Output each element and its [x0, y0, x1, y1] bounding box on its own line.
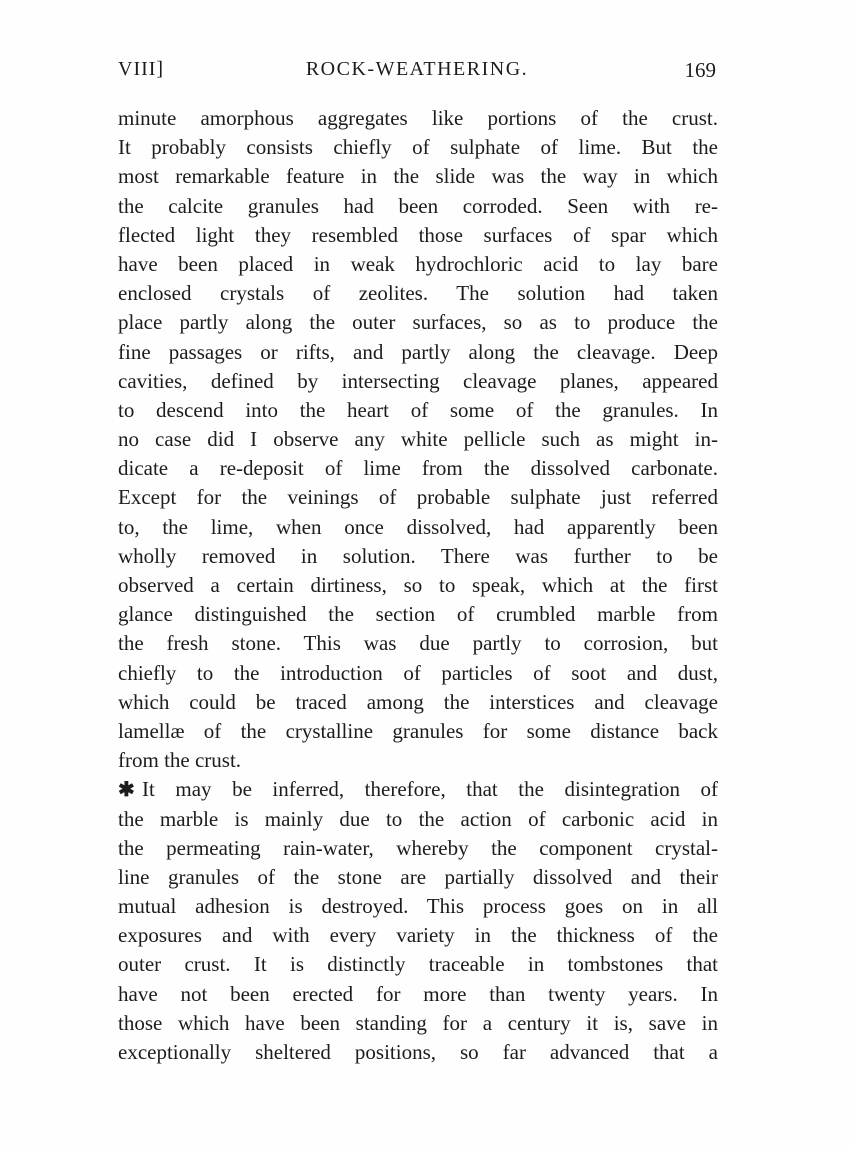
text-line: enclosed crystals of zeolites. The solution had taken — [118, 281, 718, 306]
text-line: the marble is mainly due to the action of carbonic acid in — [118, 806, 718, 831]
text-line: dicate a re-deposit of lime from the dissolved carbonate. — [118, 456, 718, 481]
text-line: exceptionally sheltered positions, so far advanced that a — [118, 1040, 718, 1064]
page-number: 169 — [684, 58, 716, 82]
asterisk-annotation-icon: ✱ — [118, 779, 135, 802]
text-line: fine passages or rifts, and partly along the cleavage. Deep — [118, 339, 718, 364]
text-line: the fresh stone. This was due partly to corrosion, but — [118, 631, 718, 656]
text-line: chiefly to the introduction of particles of soot and dust, — [118, 660, 718, 685]
text-line: the calcite granules had been corroded. Seen with re- — [118, 193, 718, 218]
text-line: lamellæ of the crystalline granules for some distance back — [118, 718, 718, 743]
text-line: flected light they resembled those surfaces of spar which — [118, 222, 718, 247]
text-line: Except for the veinings of probable sulphate just referred — [118, 485, 718, 510]
text-line: from the crust. — [118, 748, 242, 773]
text-line: have not been erected for more than twenty years. In — [118, 981, 718, 1006]
paragraph-2 — [118, 775, 718, 1067]
running-title: ROCK-WEATHERING. — [305, 58, 529, 80]
text-line: observed a certain dirtiness, so to speak, which at the first — [118, 573, 718, 597]
text-line: which could be traced among the interstices and cleavage — [118, 689, 718, 714]
text-line: minute amorphous aggregates like portions of the crust. — [118, 106, 718, 130]
chapter-number: VIII] — [118, 58, 165, 80]
text-line: mutual adhesion is destroyed. This process goes on in all — [118, 894, 718, 919]
text-line: to descend into the heart of some of the granules. In — [118, 397, 718, 422]
text-line: glance distinguished the section of crumbled marble from — [118, 602, 718, 627]
text-line: those which have been standing for a century it is, save in — [118, 1010, 718, 1035]
text-line: exposures and with every variety in the thickness of the — [118, 923, 718, 948]
text-line: no case did I observe any white pellicle such as might in- — [118, 427, 718, 452]
paragraph-1 — [118, 104, 718, 775]
text-line: line granules of the stone are partially dissolved and their — [118, 864, 718, 889]
text-line: wholly removed in solution. There was further to be — [118, 543, 718, 568]
text-line: the permeating rain-water, whereby the component crystal- — [118, 835, 718, 860]
text-line-content: It may be inferred, therefore, that the disintegration of — [142, 777, 718, 802]
text-line: place partly along the outer surfaces, so as to produce the — [118, 310, 718, 335]
running-header — [118, 58, 716, 94]
text-line: have been placed in weak hydrochloric acid to lay bare — [118, 251, 718, 276]
text-line: to, the lime, when once dissolved, had apparently been — [118, 514, 718, 539]
body-text — [118, 104, 718, 1067]
text-line: most remarkable feature in the slide was the way in which — [118, 164, 718, 189]
text-line: cavities, defined by intersecting cleavage planes, appeared — [118, 368, 718, 393]
text-line: outer crust. It is distinctly traceable in tombstones that — [118, 952, 718, 977]
text-line — [118, 775, 718, 804]
text-line: It probably consists chiefly of sulphate of lime. But the — [118, 135, 718, 160]
